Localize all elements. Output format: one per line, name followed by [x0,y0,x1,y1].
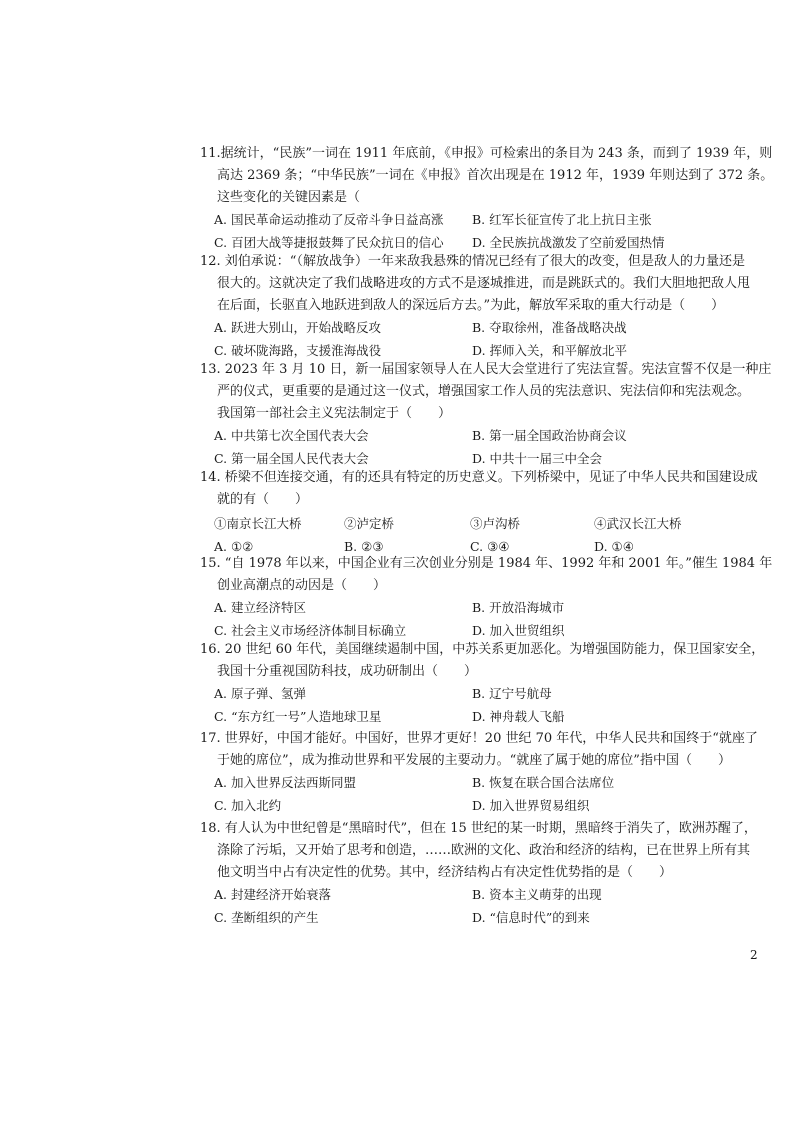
question-18 [200,818,760,930]
option-c: C. 社会主义市场经济体制目标确立 [214,623,407,638]
question-text-line: 17. 世界好，中国才能好。中国好，世界才更好！20 世纪 70 年代，中华人民共和国终于“就座了 [200,731,758,746]
option-row [214,597,760,620]
item-4: ④武汉长江大桥 [594,516,682,531]
option-row [214,683,760,706]
option-a: A. 建立经济特区 [214,600,306,615]
option-c: C. 破坏陇海路，支援淮海战役 [214,343,382,358]
option-d: D. 神舟载人飞船 [472,709,565,724]
option-row [214,772,760,795]
option-a: A. 封建经济开始衰落 [214,887,331,902]
question-17 [200,728,760,818]
option-b: B. 夺取徐州，准备战略决战 [472,320,627,335]
option-a: A. ①② [214,539,254,554]
question-text-line: 高达 2369 条；“中华民族”一词在《申报》首次出现是在 1912 年，1939 年则达到了 372 条。 [217,168,774,183]
option-b: B. 开放沿海城市 [472,600,565,615]
option-b: B. 辽宁号航母 [472,686,552,701]
option-d: D. “信息时代”的到来 [472,910,590,925]
option-d: D. 挥师入关，和平解放北平 [472,343,628,358]
question-text-line: 16. 20 世纪 60 年代，美国继续遏制中国，中苏关系更加恶化。为增强国防能力，保卫国家安全， [200,642,765,657]
item-2: ②泸定桥 [344,516,395,531]
question-text-line: 12. 刘伯承说：“（解放战争）一年来敌我悬殊的情况已经有了很大的改变，但是敌人的力量还是 [200,254,745,269]
option-c: C. ③④ [470,539,510,554]
page-number: 2 [750,948,758,962]
question-13 [200,359,772,471]
question-text-line: 创业高潮点的动因是（ ） [217,578,387,593]
question-text-line: 15. “自 1978 年以来，中国企业有三次创业分别是 1984 年、1992 年和 2001 年。”催生 1984 年 [200,556,773,571]
option-row [214,907,760,930]
option-c: C. 垄断组织的产生 [214,910,319,925]
item-row [214,513,760,536]
option-d: D. 中共十一届三中全会 [472,451,603,466]
question-text-line: 13. 2023 年 3 月 10 日，新一届国家领导人在人民大会堂进行了宪法宣誓。宪法宣誓不仅是一种庄 [200,362,772,377]
question-16 [200,639,765,729]
question-14 [200,467,760,559]
option-a: A. 跃进大别山，开始战略反攻 [214,320,381,335]
question-text-line: 14. 桥梁不但连接交通，有的还具有特定的历史意义。下列桥梁中，见证了中华人民共和国建设成 [200,470,758,485]
question-text-line: 就的有（ ） [217,492,309,507]
option-a: A. 加入世界反法西斯同盟 [214,775,356,790]
option-a: A. 国民革命运动推动了反帝斗争日益高涨 [214,212,444,227]
option-row [214,706,760,729]
option-row [214,884,760,907]
question-text-line: 11.据统计，“民族”一词在 1911 年底前，《申报》可检索出的条目为 243 条，而到了 1939 年，则 [200,146,773,161]
option-b: B. 第一届全国政治协商会议 [472,428,627,443]
question-text-line: 在后面，长驱直入地跃进到敌人的深远后方去。”为此，解放军采取的重大行动是（ ） [217,298,725,313]
option-row [214,425,760,448]
option-row [214,795,760,818]
question-text-line: 涤除了污垢，又开始了思考和创造，……欧洲的文化、政治和经济的结构，已在世界上所有其 [217,843,751,858]
question-15 [200,553,773,643]
option-b: B. ②③ [344,539,384,554]
question-text-line: 我国十分重视国防科技，成功研制出（ ） [217,664,478,679]
question-text-line: 于她的席位”，成为推动世界和平发展的主要动力。“就座了属于她的席位”指中国（ ） [217,753,731,768]
option-d: D. 加入世贸组织 [472,623,565,638]
question-text-line: 严的仪式，更重要的是通过这一仪式，增强国家工作人员的宪法意识、宪法信仰和宪法观念。 [217,384,751,399]
option-c: C. 加入北约 [214,798,282,813]
option-row [214,317,760,340]
option-b: B. 红军长征宣传了北上抗日主张 [472,212,652,227]
option-row [214,209,760,232]
option-b: B. 资本主义萌芽的出现 [472,887,602,902]
question-text-line: 这些变化的关键因素是（ [217,190,361,205]
question-12 [200,251,760,363]
option-a: A. 原子弹、氢弹 [214,686,306,701]
question-text-line: 我国第一部社会主义宪法制定于（ ） [217,406,452,421]
item-3: ③卢沟桥 [470,516,521,531]
option-d: D. ①④ [594,539,634,554]
option-d: D. 全民族抗战激发了空前爱国热情 [472,235,665,250]
question-text-line: 他文明当中占有决定性的优势。其中，经济结构占有决定性优势指的是（ ） [217,865,673,880]
option-b: B. 恢复在联合国合法席位 [472,775,615,790]
option-c: C. 第一届全国人民代表大会 [214,451,369,466]
option-c: C. “东方红一号”人造地球卫星 [214,709,382,724]
option-c: C. 百团大战等捷报鼓舞了民众抗日的信心 [214,235,444,250]
option-a: A. 中共第七次全国代表大会 [214,428,369,443]
question-11 [200,143,774,255]
question-text-line: 很大的。这就决定了我们战略进攻的方式不是逐城推进，而是跳跃式的。我们大胆地把敌人甩 [217,276,751,291]
question-text-line: 18. 有人认为中世纪曾是“黑暗时代”，但在 15 世纪的某一时期，黑暗终于消失了，欧洲苏醒了， [200,821,757,836]
option-d: D. 加入世界贸易组织 [472,798,590,813]
item-1: ①南京长江大桥 [214,516,302,531]
